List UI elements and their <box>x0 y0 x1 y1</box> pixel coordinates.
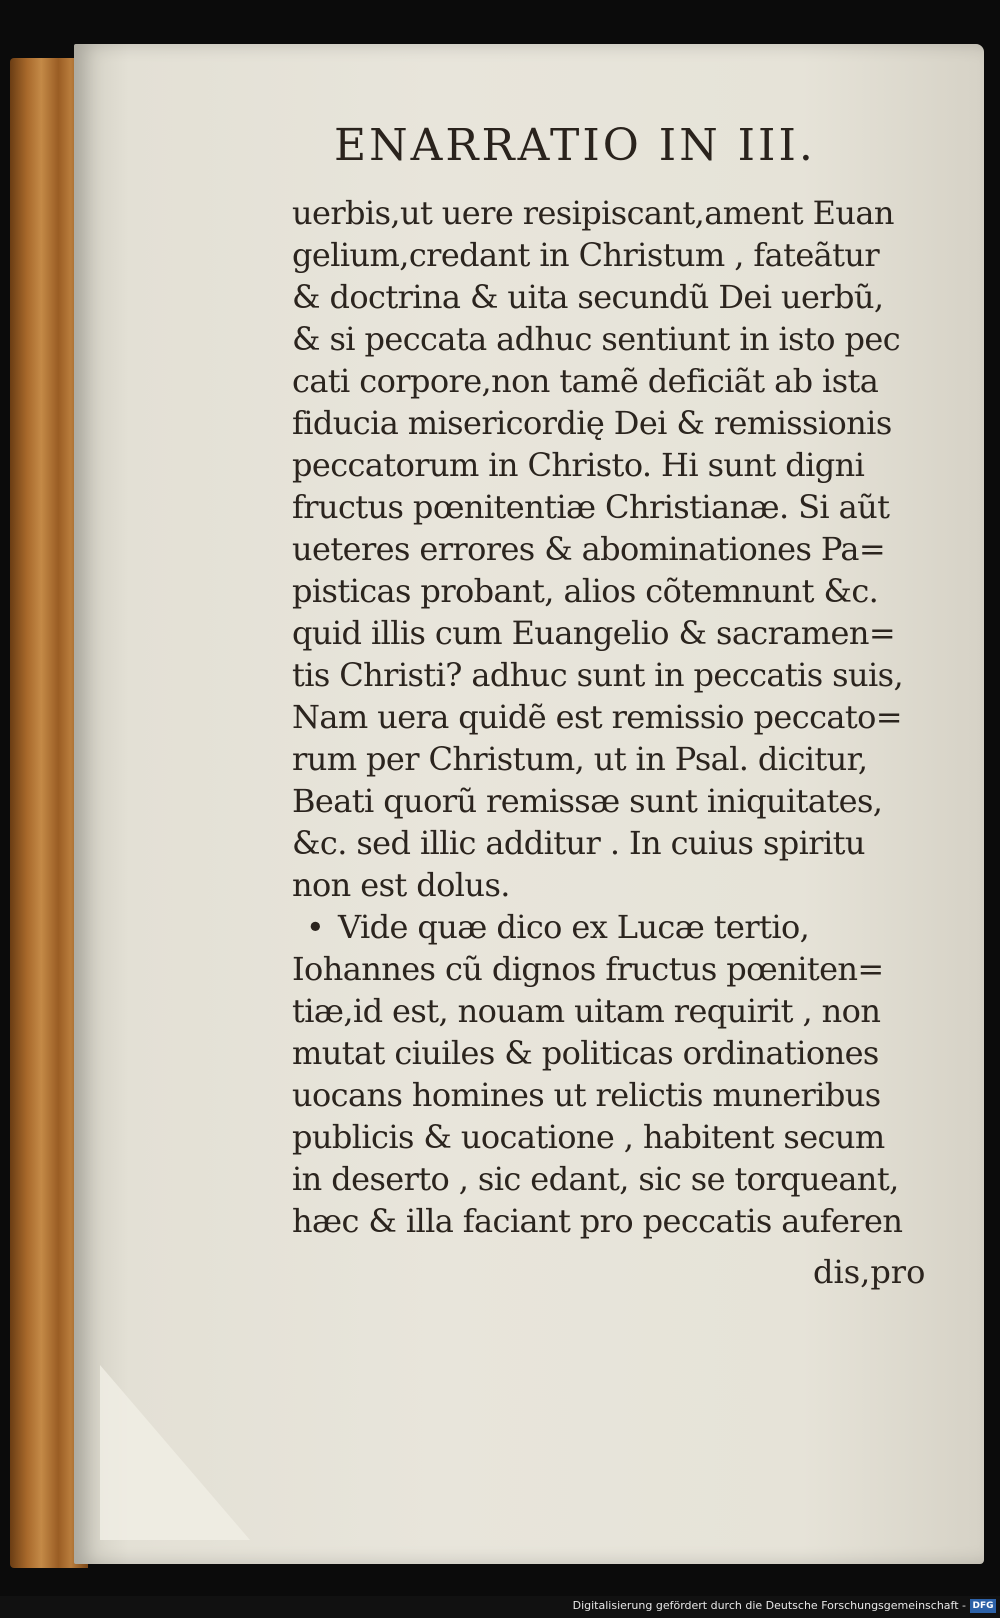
text-line: & si peccata adhuc sentiunt in isto pec <box>292 320 901 358</box>
text-line: cati corpore,non tamẽ deficiãt ab ista <box>292 362 879 400</box>
text-line: non est dolus. <box>292 866 510 904</box>
text-line: mutat ciuiles & politicas ordinationes <box>292 1034 879 1072</box>
text-line: fiducia misericordię Dei & remissionis <box>292 404 892 442</box>
text-line: quid illis cum Euangelio & sacramen= <box>292 614 896 652</box>
catchword: dis,pro <box>813 1253 926 1291</box>
text-line: Iohannes cũ dignos fructus pœniten= <box>292 950 884 988</box>
paragraph-start-line <box>292 906 942 948</box>
text-line: peccatorum in Christo. Hi sunt digni <box>292 446 865 484</box>
dfg-logo: DFG <box>970 1599 996 1613</box>
text-line: publicis & uocatione , habitent secum <box>292 1118 885 1156</box>
text-line: uocans homines ut relictis muneribus <box>292 1076 881 1114</box>
text-line: ueteres errores & abominationes Pa= <box>292 530 886 568</box>
text-line: hæc & illa faciant pro peccatis auferen <box>292 1202 903 1240</box>
text-line: Nam uera quidẽ est remissio peccato= <box>292 698 903 736</box>
text-line: rum per Christum, ut in Psal. dicitur, <box>292 740 868 778</box>
folded-page-corner <box>100 1365 250 1540</box>
text-line: tiæ,id est, nouam uitam requirit , non <box>292 992 881 1030</box>
text-line: pisticas probant, alios cõtemnunt &c. <box>292 572 879 610</box>
text-line: tis Christi? adhuc sunt in peccatis suis, <box>292 656 904 694</box>
paragraph-bullet: • <box>305 908 325 946</box>
digitization-credit: Digitalisierung gefördert durch die Deutsche Forschungsgemeinschaft - <box>572 1599 966 1612</box>
text-line: Beati quorũ remissæ sunt iniquitates, <box>292 782 883 820</box>
text-line-content: Vide quæ dico ex Lucæ tertio, <box>338 908 810 946</box>
running-head: ENARRATIO IN III. <box>334 120 816 171</box>
text-line: gelium,credant in Christum , fateãtur <box>292 236 880 274</box>
text-line: in deserto , sic edant, sic se torqueant, <box>292 1160 899 1198</box>
text-line: uerbis,ut uere resipiscant,ament Euan <box>292 194 894 232</box>
body-text <box>292 192 942 1242</box>
text-line: fructus pœnitentiæ Christianæ. Si aũt <box>292 488 890 526</box>
text-line: &c. sed illic additur . In cuius spiritu <box>292 824 865 862</box>
text-line: & doctrina & uita secundũ Dei uerbũ, <box>292 278 884 316</box>
